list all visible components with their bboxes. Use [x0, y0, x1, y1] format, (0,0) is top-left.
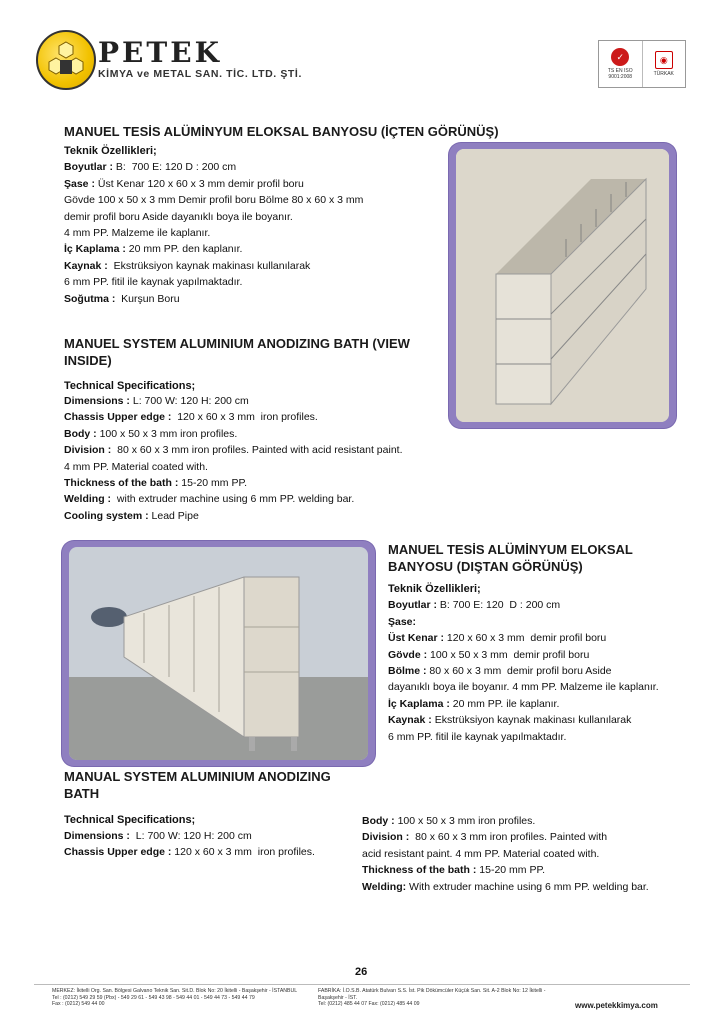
footer-fabrika — [318, 988, 568, 1008]
spec-label: Dimensions : — [64, 395, 130, 407]
spec-label: Chassis Upper edge : — [64, 846, 172, 859]
honeycomb-icon — [46, 40, 86, 80]
spec-label: Bölme : — [388, 665, 427, 678]
spec-value: 100 x 50 x 3 mm demir profil boru — [427, 648, 590, 661]
spec-value: 80 x 60 x 3 mm iron profiles. Painted with acid resistant paint. — [111, 444, 403, 457]
spec-label: Thickness of the bath : — [64, 477, 179, 490]
spec-value: acid resistant paint. 4 mm PP. Material coated with. — [362, 847, 600, 860]
spec-label: Üst Kenar : — [388, 632, 445, 645]
spec-value: 15-20 mm PP. — [476, 864, 546, 877]
spec-label: Cooling system : — [64, 509, 149, 522]
tr-heading: Teknik Özellikleri; — [64, 145, 157, 157]
spec-value: 100 x 50 x 3 mm iron profiles. — [394, 815, 536, 827]
footer-divider — [34, 984, 690, 985]
certification-badges — [598, 40, 686, 88]
spec-value: dayanıklı boya ile boyanır. 4 mm PP. Malzeme ile kaplanır. — [388, 681, 659, 694]
spec-line — [64, 176, 444, 192]
footer-merkez-address: MERKEZ: İkitelli Org. San. Bölgesi Galvano Teknik San. Sit.D. Blok No: 20 İkitelli - Başakşehir - İSTANBUL — [52, 988, 298, 994]
spec-line — [388, 614, 708, 630]
spec-value: Kurşun Boru — [115, 292, 180, 305]
turkak-cert-label: TÜRKAK — [653, 71, 674, 77]
spec-value: B: 700 E: 120 D : 200 cm — [113, 161, 237, 174]
section1-tr-specs — [64, 143, 444, 307]
spec-value: 120 x 60 x 3 mm iron profiles. — [171, 411, 318, 424]
spec-line — [64, 426, 454, 442]
footer-merkez-tel: Tel : (0212) 549 29 59 (Pbx) - 549 29 61 - 549 43 98 - 549 44 01 - 549 44 73 - 549 44 79 — [52, 994, 255, 1001]
spec-line — [362, 862, 692, 878]
spec-line — [64, 225, 444, 241]
spec-value: 120 x 60 x 3 mm iron profiles. — [171, 846, 315, 859]
spec-label: Chassis Upper edge : — [64, 411, 172, 424]
iso-cert — [599, 41, 642, 87]
section1-en-specs — [64, 380, 454, 524]
spec-value: 4 mm PP. Material coated with. — [64, 460, 208, 473]
brand-subtitle: KİMYA ve METAL SAN. TİC. LTD. ŞTİ. — [98, 68, 302, 80]
footer-fabrika-tel: Tel: (0212) 485 44 07 Fax: (0212) 485 44 09 — [318, 1001, 420, 1007]
spec-value: 100 x 50 x 3 mm iron profiles. — [96, 427, 238, 440]
spec-line — [64, 274, 444, 290]
spec-value: 6 mm PP. fitil ile kaynak yapılmaktadır. — [64, 276, 243, 289]
spec-line — [64, 291, 444, 307]
spec-value: Üst Kenar 120 x 60 x 3 mm demir profil boru — [94, 177, 304, 190]
spec-value: With extruder machine using 6 mm PP. welding bar. — [406, 880, 649, 893]
spec-line — [388, 663, 708, 679]
section1-title-en: MANUEL SYSTEM ALUMINIUM ANODIZING BATH (VIEW INSIDE) — [64, 336, 410, 368]
spec-label: Şase : — [64, 177, 95, 190]
spec-line — [362, 879, 692, 895]
en-heading-2: Technical Specifications; — [64, 814, 196, 826]
section2-tr-specs — [388, 581, 708, 745]
spec-line — [388, 630, 708, 646]
spec-line — [64, 828, 354, 844]
spec-label: Şase: — [388, 615, 417, 628]
section2-en-specs-right — [362, 813, 692, 895]
spec-line — [362, 846, 692, 862]
spec-label: Welding: — [362, 880, 407, 893]
spec-label: Kaynak : — [64, 259, 108, 272]
section2-en-specs-left — [64, 813, 354, 861]
spec-label: Boyutlar : — [388, 599, 438, 612]
spec-label: Division : — [362, 831, 410, 844]
spec-line — [64, 159, 444, 175]
spec-value: 120 x 60 x 3 mm demir profil boru — [444, 632, 607, 645]
spec-label: Kaynak : — [388, 714, 432, 727]
spec-label: Thickness of the bath : — [362, 864, 477, 877]
spec-value: demir profil boru Aside dayanıklı boya ile boyanır. — [64, 210, 293, 223]
iso-cert-label: TS EN ISO 9001:2008 — [607, 68, 633, 80]
en-heading: Technical Specifications; — [64, 380, 196, 392]
section1-title-tr: MANUEL TESİS ALÜMİNYUM ELOKSAL BANYOSU (İÇTEN GÖRÜNÜŞ) — [64, 124, 499, 139]
spec-line — [64, 258, 444, 274]
spec-line — [64, 442, 454, 458]
website-link[interactable]: www.petekkimya.com — [575, 1001, 658, 1010]
spec-value: Gövde 100 x 50 x 3 mm Demir profil boru Bölme 80 x 60 x 3 mm — [64, 194, 364, 207]
footer-merkez-fax: Fax : (0212) 549 44 00 — [52, 1001, 105, 1007]
spec-label: Body : — [362, 815, 395, 827]
spec-value: L: 700 W: 120 H: 200 cm — [129, 830, 252, 842]
page-number: 26 — [355, 966, 368, 978]
tank-inside-photo — [456, 149, 669, 422]
tank-outside-photo — [69, 547, 368, 760]
spec-value: 20 mm PP. ile kaplanır. — [449, 697, 560, 710]
spec-line — [64, 475, 454, 491]
footer-merkez — [52, 988, 312, 1008]
spec-value: 80 x 60 x 3 mm iron profiles. Painted with — [409, 831, 608, 844]
spec-line — [64, 844, 354, 860]
spec-value: B: 700 E: 120 D : 200 cm — [437, 599, 561, 612]
footer-fabrika-address: FABRİKA: İ.O.S.B. Atatürk Bulvarı S.S. İst. Pik Dökümcüler Küçük San. Sit. A-2 Blok No: 12 İkitelli - Başakşehir - İST. — [318, 988, 546, 1001]
tr-heading-2: Teknik Özellikleri; — [388, 583, 481, 595]
turkak-logo-icon: ◉ — [655, 51, 673, 69]
spec-value: 20 mm PP. den kaplanır. — [125, 243, 243, 256]
company-logo — [36, 30, 96, 90]
spec-label: Body : — [64, 427, 97, 440]
spec-value: 6 mm PP. fitil ile kaynak yapılmaktadır. — [388, 730, 567, 743]
spec-line — [64, 241, 444, 257]
tank-inside-illustration — [456, 149, 669, 422]
spec-line — [64, 491, 454, 507]
spec-line — [388, 696, 708, 712]
photo-frame-inside — [449, 143, 676, 428]
spec-line — [64, 192, 444, 208]
spec-label: Soğutma : — [64, 292, 116, 305]
turkak-cert — [642, 41, 686, 87]
tank-outside-illustration — [69, 547, 368, 760]
spec-line — [64, 209, 444, 225]
spec-line — [388, 712, 708, 728]
spec-line — [388, 679, 708, 695]
spec-value: with extruder machine using 6 mm PP. welding bar. — [111, 493, 355, 506]
spec-line — [388, 647, 708, 663]
spec-value: 4 mm PP. Malzeme ile kaplanır. — [64, 227, 211, 240]
photo-frame-outside — [62, 541, 375, 766]
car-shape — [91, 607, 127, 627]
spec-value: Ekstrüksiyon kaynak makinası kullanılarak — [431, 714, 632, 727]
brand-name: PETEK — [98, 36, 222, 69]
spec-label: Boyutlar : — [64, 161, 114, 174]
section2-title-en: MANUAL SYSTEM ALUMINIUM ANODIZING BATH — [64, 769, 331, 801]
spec-line — [362, 829, 692, 845]
spec-line — [64, 459, 454, 475]
checkmark-icon: ✓ — [611, 48, 629, 66]
spec-value: 80 x 60 x 3 mm demir profil boru Aside — [426, 665, 612, 678]
spec-label: Division : — [64, 444, 112, 457]
spec-label: Dimensions : — [64, 830, 130, 842]
spec-label: İç Kaplama : — [388, 697, 450, 710]
spec-label: Welding : — [64, 493, 112, 506]
spec-line — [64, 409, 454, 425]
section2-title-tr: MANUEL TESİS ALÜMİNYUM ELOKSAL BANYOSU (DIŞTAN GÖRÜNÜŞ) — [388, 542, 633, 574]
spec-value: Ekstrüksiyon kaynak makinası kullanılarak — [107, 259, 311, 272]
spec-line — [388, 597, 708, 613]
spec-line — [64, 393, 454, 409]
spec-line — [64, 508, 454, 524]
spec-value: L: 700 W: 120 H: 200 cm — [129, 395, 249, 407]
spec-label: İç Kaplama : — [64, 243, 126, 256]
spec-line — [362, 813, 692, 829]
spec-label: Gövde : — [388, 648, 428, 661]
spec-value: Lead Pipe — [148, 509, 199, 522]
spec-value: 15-20 mm PP. — [178, 477, 248, 490]
spec-line — [388, 729, 708, 745]
